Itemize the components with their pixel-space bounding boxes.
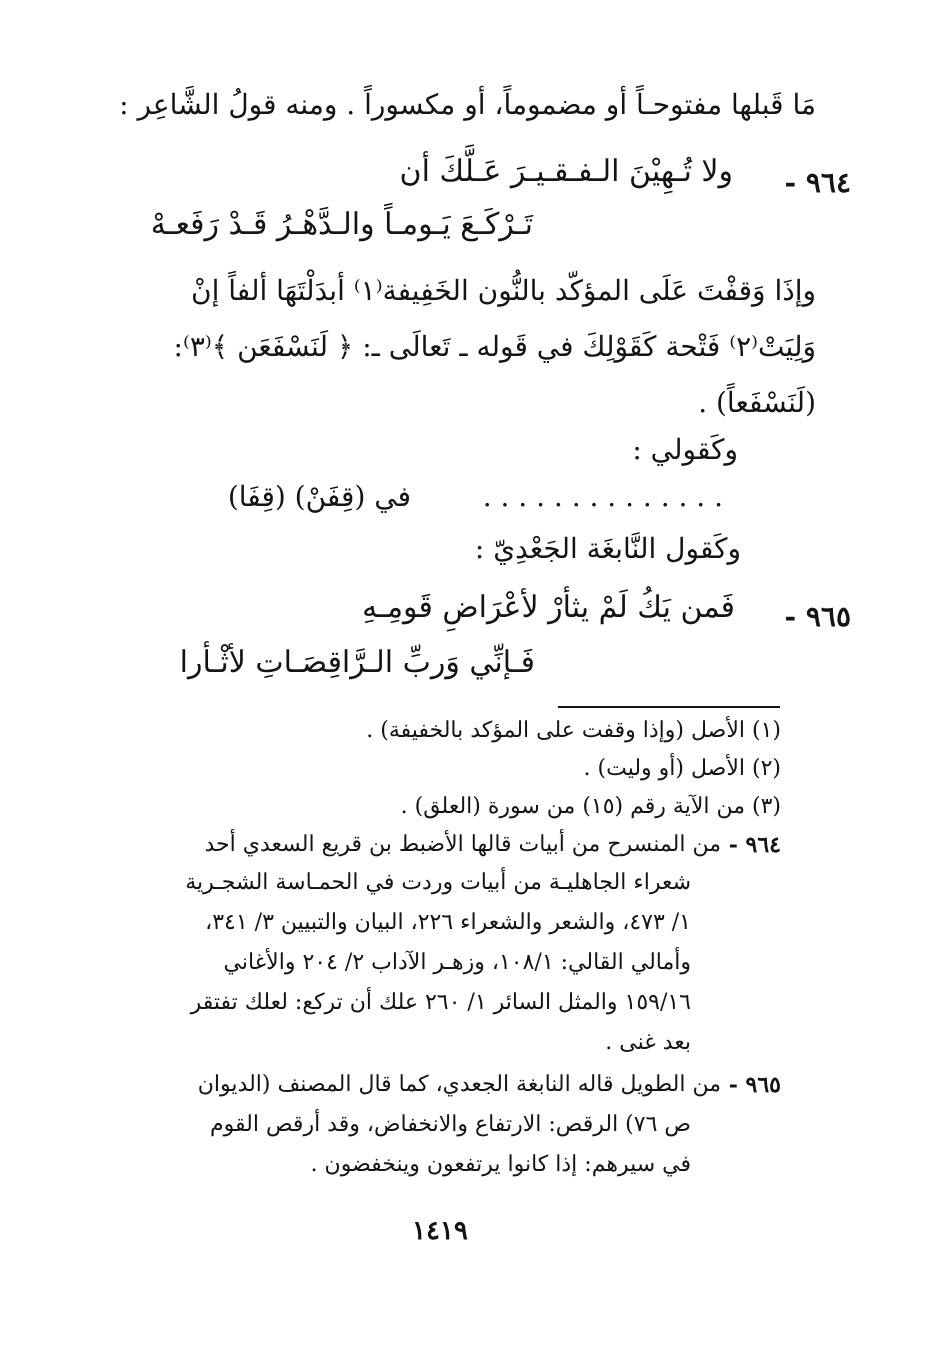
footnote-964-line-5: ١٥٩/١٦ والمثل السائر ١/ ٢٦٠ علك أن تركع: لعلك تفتقر — [190, 990, 691, 1015]
footnote-965-line-2: ص ٧٦) الرقص: الارتفاع والانخفاض، وقد أرقص القوم — [210, 1112, 691, 1137]
footnote-964-line-2: شعراء الجاهليـة من أبيات وردت في الحمـاسة الشجـرية — [185, 870, 691, 895]
verse-964-hemistich-2: تَـرْكَـعَ يَـومـاً والـدَّهْـرُ قَـدْ رَفَعـهْ — [150, 207, 533, 242]
body-paragraph-line-2: وَلِيَتْ⁽٢⁾ فَتْحة كَقَوْلِكَ في قَوله ـ تَعالَى ـ: ﴿ لَنَسْفَعَن ﴾⁽٣⁾: — [173, 330, 816, 363]
qifan-line: في (قِفَنْ) (قِفَا) — [227, 480, 411, 513]
kaqawli-line: وكَقولي : — [632, 433, 738, 466]
verse-number-964: ٩٦٤ - — [784, 166, 851, 199]
nabigha-line: وكَقول النَّابغَة الجَعْدِيّ : — [474, 532, 741, 565]
ellipsis-dots: . . . . . . . . . . . . . . — [482, 480, 723, 513]
footnote-965-line-3: في سيرهم: إذا كانوا يرتفعون وينخفضون . — [310, 1152, 691, 1177]
verse-964-hemistich-1: ولا تُـهِيْنَ الـفـقـيـرَ عَـلَّكَ أن — [399, 154, 733, 189]
verse-number-965: ٩٦٥ - — [784, 600, 851, 633]
footnote-964-line-1: من المنسرح من أبيات قالها الأضبط بن قريع السعدي أحد — [204, 832, 721, 857]
body-paragraph-line-3: (لَنَسْفَعاً) . — [698, 386, 816, 419]
footnote-964-label: ٩٦٤ - — [728, 832, 781, 858]
footnote-964-line-4: وأمالي القالي: ١٠٨/١، وزهـر الآداب ٢/ ٢٠٤ والأغاني — [223, 950, 691, 975]
footnote-3: (٣) من الآية رقم (١٥) من سورة (العلق) . — [400, 794, 781, 819]
footnote-965-line-1: من الطويل قاله النابغة الجعدي، كما قال المصنف (الديوان — [197, 1072, 721, 1097]
footnote-964-line-6: بعد غنى . — [605, 1030, 691, 1055]
footnote-965-label: ٩٦٥ - — [728, 1072, 781, 1098]
page-number: ١٤١٩ — [412, 1216, 468, 1246]
verse-965-hemistich-2: فَـإنِّي وَربِّ الـرَّاقِصَـاتِ لأثْـأرا — [179, 645, 535, 680]
footnote-1: (١) الأصل (وإذا وقفت على المؤكد بالخفيفة) . — [366, 718, 781, 743]
verse-965-hemistich-1: فَمن يَكُ لَمْ يثأرْ لأعْرَاضِ قَومِـهِ — [362, 590, 735, 625]
body-paragraph-line-1: وإذَا وَقفْتَ عَلَى المؤكّد بالنُّون الخَفِيفة⁽١⁾ أبدَلْتَهَا ألفاً إنْ — [191, 274, 816, 307]
footnote-964-line-3: ١/ ٤٧٣، والشعر والشعراء ٢٢٦، البيان والتبيين ٣/ ٣٤١، — [205, 910, 691, 935]
footnote-2: (٢) الأصل (أو وليت) . — [583, 756, 781, 781]
footnote-separator — [558, 706, 780, 708]
body-line-1: مَا قَبلها مفتوحـاً أو مضموماً، أو مكسوراً . ومنه قولُ الشَّاعِر : — [119, 88, 816, 121]
